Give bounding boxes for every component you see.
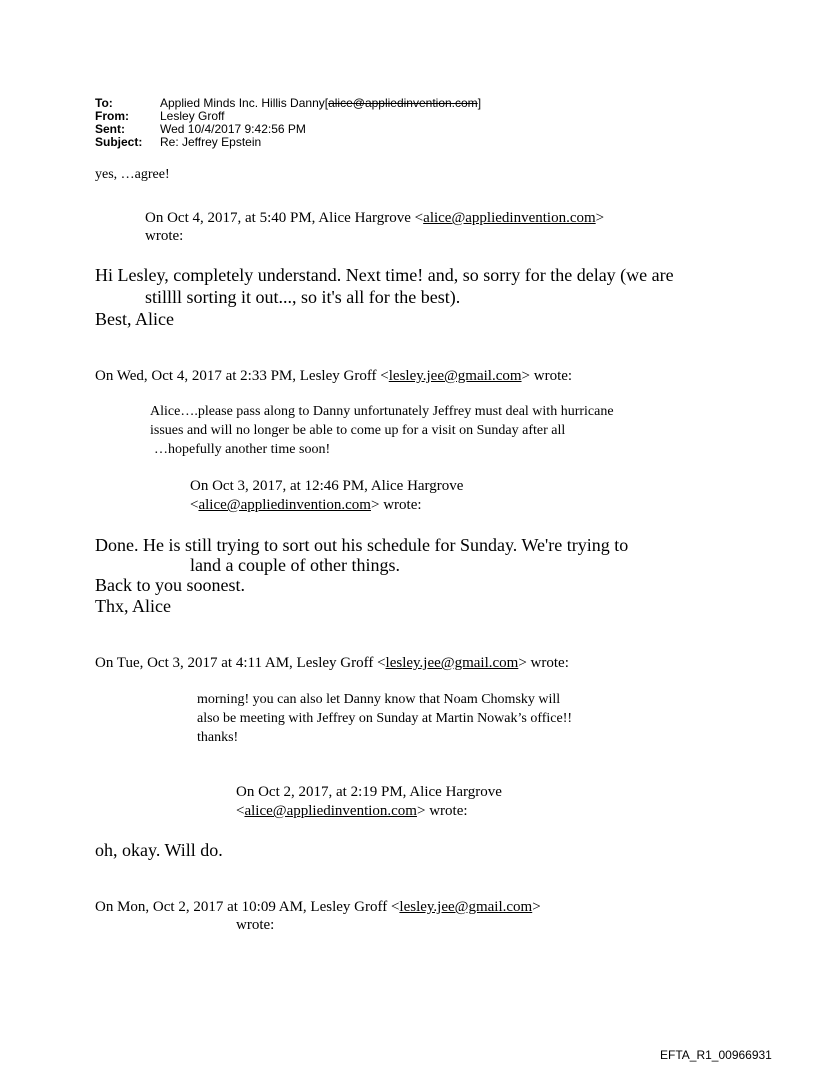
message-line: also be meeting with Jeffrey on Sunday at Martin Nowak’s office!! [197,711,573,726]
reply-text: yes, …agree! [95,167,170,182]
email-link[interactable]: alice@appliedinvention.com [198,497,371,513]
to-email: alice@appliedinvention.com [328,96,478,110]
document-id: EFTA_R1_00966931 [660,1048,772,1062]
subject-value: Re: Jeffrey Epstein [160,135,262,149]
email-link[interactable]: lesley.jee@gmail.com [388,368,522,384]
quote-header: On Oct 4, 2017, at 5:40 PM, Alice Hargrove <alice@appliedinvention.com> [145,210,605,226]
from-value: Lesley Groff [160,109,225,123]
quote-wrote: wrote: [145,228,184,244]
message-line: issues and will no longer be able to come up for a visit on Sunday after all [150,423,566,438]
quote-wrote: <alice@appliedinvention.com> wrote: [236,803,468,819]
quote-wrote: wrote: [236,917,275,933]
quote-header: On Wed, Oct 4, 2017 at 2:33 PM, Lesley Groff <lesley.jee@gmail.com> wrote: [95,368,573,384]
quote-header: On Oct 3, 2017, at 12:46 PM, Alice Hargrove [190,478,464,494]
message-line: stillll sorting it out..., so it's all for the best). [145,287,461,307]
message-line: …hopefully another time soon! [154,442,331,457]
email-link[interactable]: lesley.jee@gmail.com [399,899,533,915]
sent-label: Sent: [95,122,125,136]
to-value: Applied Minds Inc. Hillis Danny[alice@appliedinvention.com] [160,96,482,110]
message-line: Alice….please pass along to Danny unfortunately Jeffrey must deal with hurricane [150,404,614,419]
email-link[interactable]: alice@appliedinvention.com [244,803,417,819]
email-link[interactable]: alice@appliedinvention.com [423,210,596,226]
sent-value: Wed 10/4/2017 9:42:56 PM [160,122,306,136]
message-line: oh, okay. Will do. [95,840,223,860]
quote-header: On Oct 2, 2017, at 2:19 PM, Alice Hargrove [236,784,502,800]
message-line: morning! you can also let Danny know that Noam Chomsky will [197,692,561,707]
message-line: Back to you soonest. [95,575,245,595]
message-line: thanks! [197,730,239,745]
quote-header: On Mon, Oct 2, 2017 at 10:09 AM, Lesley Groff <lesley.jee@gmail.com> [95,899,541,915]
message-line: Done. He is still trying to sort out his schedule for Sunday. We're trying to [95,535,629,555]
message-line: Thx, Alice [95,596,171,616]
quote-wrote: <alice@appliedinvention.com> wrote: [190,497,422,513]
quote-header: On Tue, Oct 3, 2017 at 4:11 AM, Lesley Groff <lesley.jee@gmail.com> wrote: [95,655,569,671]
message-line: Best, Alice [95,309,174,329]
from-label: From: [95,109,129,123]
to-label: To: [95,96,113,110]
subject-label: Subject: [95,135,143,149]
message-line: land a couple of other things. [190,555,400,575]
message-line: Hi Lesley, completely understand. Next time! and, so sorry for the delay (we are [95,265,674,285]
email-link[interactable]: lesley.jee@gmail.com [385,655,519,671]
